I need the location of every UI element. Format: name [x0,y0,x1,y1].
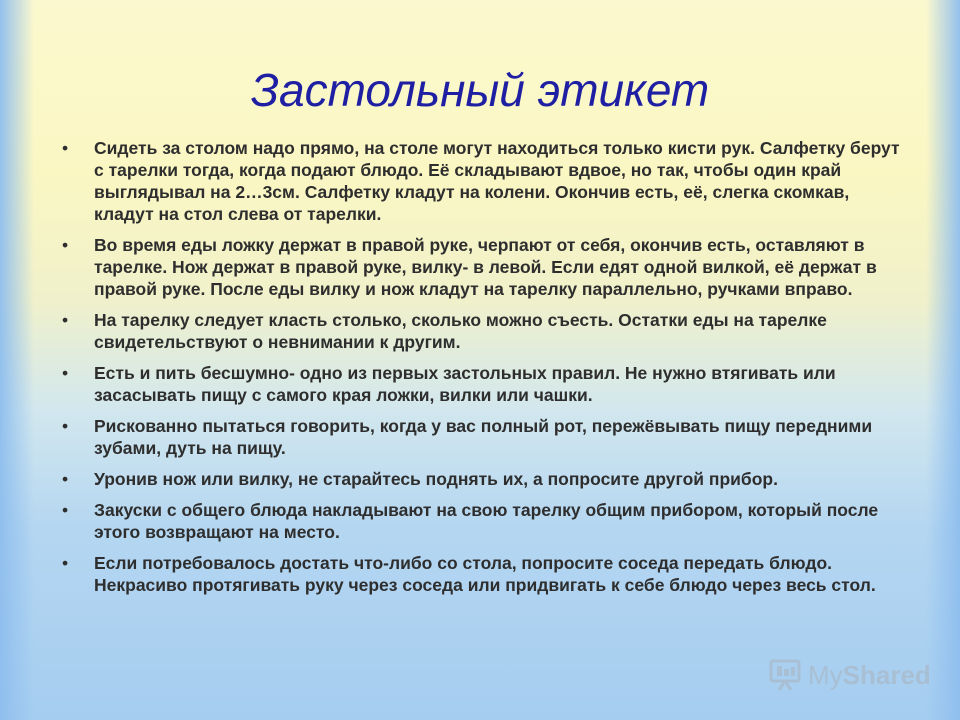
bullet-text: На тарелку следует класть столько, сколько можно съесть. Остатки еды на тарелке свидетельствуют о невнимании к другим. [94,310,827,352]
myshared-watermark[interactable] [768,657,931,693]
bullet-text: Сидеть за столом надо прямо, на столе могут находиться только кисти рук. Салфетку берут с тарелки тогда, когда подают блюдо. Её складывают вдвое, но так, чтобы один край выглядывал на 2…3см. Салфетку кладут на колени. Окончив есть, её, слегка скомкав, кладут на стол слева от тарелки. [94,138,900,224]
bullet-text: Уронив нож или вилку, не старайтесь поднять их, а попросите другой прибор. [94,469,778,489]
bullet-marker: • [62,416,69,436]
bullet-marker: • [62,500,69,520]
bullet-text: Есть и пить бесшумно- одно из первых застольных правил. Не нужно втягивать или засасывать пищу с самого края ложки, вилки или чашки. [94,363,836,405]
slide-title: Застольный этикет [250,64,710,116]
bullet-marker: • [62,363,69,383]
bullet-marker: • [62,138,69,158]
watermark-text-shared: Shared [842,660,931,690]
bullet-marker: • [62,469,69,489]
bullet-item [62,468,912,490]
bullet-marker: • [62,310,69,330]
bullet-text: Закуски с общего блюда накладывают на свою тарелку общим прибором, который после этого возвращают на место. [94,500,879,542]
bullet-item [62,552,912,596]
bullet-marker: • [62,553,69,573]
watermark-text-my: My [808,660,843,690]
presentation-board-icon [768,658,804,692]
bullet-marker: • [62,235,69,255]
bullet-text: Во время еды ложку держат в правой руке, черпают от себя, окончив есть, оставляют в тарелке. Нож держат в правой руке, вилку- в левой. Если едят одной вилкой, её держат в правой руке. После еды вилку и нож кладут на тарелку параллельно, ручками вправо. [94,235,877,299]
bullet-item [62,234,912,300]
bullet-text: Если потребовалось достать что-либо со стола, попросите соседа передать блюдо. Некрасиво протягивать руку через соседа или придвигать к себе блюдо через весь стол. [94,553,876,595]
bullet-item [62,309,912,353]
bullet-text: Рискованно пытаться говорить, когда у вас полный рот, пережёвывать пищу передними зубами, дуть на пищу. [94,416,873,458]
bullet-item [62,415,912,459]
bullet-item [62,499,912,543]
bullet-item [62,137,912,225]
bullet-item [62,362,912,406]
bullet-list [62,137,912,605]
watermark-text [808,658,931,692]
